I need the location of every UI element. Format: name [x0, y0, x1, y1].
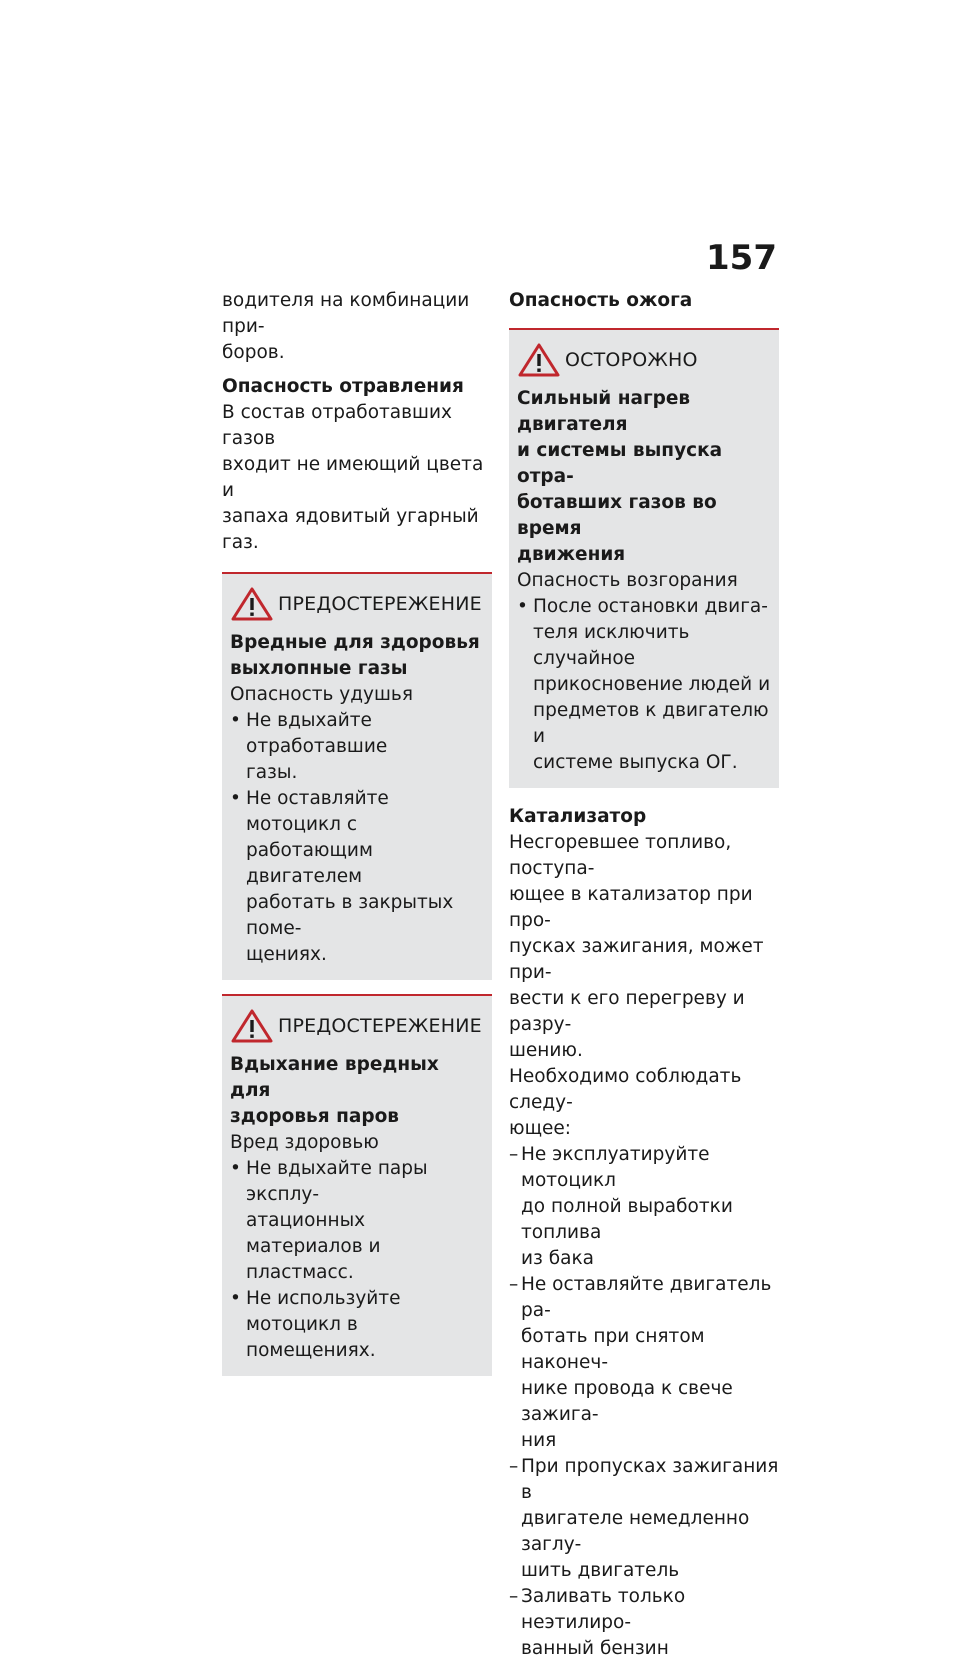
warning-box-vapors [222, 994, 492, 1376]
intro-text: водителя на комбинации при- боров. [222, 290, 470, 363]
list-item: • Не вдыхайте пары эксплу- атационных материалов и пластмасс. [230, 1158, 428, 1283]
warning-risk: Вред здоровью [230, 1132, 379, 1153]
catalyst-heading: Катализатор [509, 806, 647, 827]
warning-triangle-icon [230, 1009, 274, 1043]
list-item: – При пропусках зажигания в двигателе немедленно заглу- шить двигатель [509, 1456, 779, 1581]
catalyst-note: Необходимо соблюдать следу- ющее: [509, 1066, 742, 1139]
catalyst-text: Несгоревшее топливо, поступа- ющее в катализатор при про- пусках зажигания, может при- вести к его перегреву и разру- шению. [509, 832, 764, 1061]
poison-heading: Опасность отравления [222, 376, 464, 397]
warning-heading: Вдыхание вредных для здоровья паров [230, 1054, 439, 1127]
warning-label: ПРЕДОСТЕРЕЖЕНИЕ [278, 1015, 482, 1037]
warning-triangle-icon [230, 587, 274, 621]
list-item: – Не оставляйте двигатель ра- ботать при снятом наконеч- нике провода к свече зажига- ния [509, 1274, 772, 1451]
caution-box-burn [509, 328, 779, 788]
poison-text: В состав отработавших газов входит не имеющий цвета и запаха ядовитый угарный газ. [222, 402, 484, 553]
list-item: – Не эксплуатируйте мотоцикл до полной выработки топлива из бака [509, 1144, 733, 1269]
right-column [509, 288, 779, 1662]
list-item: • Не оставляйте мотоцикл с работающим двигателем работать в закрытых поме- щениях. [230, 788, 454, 965]
list-item: • После остановки двига- теля исключить случайное прикосновение людей и предметов к двигателю и системе выпуска ОГ. [517, 596, 771, 773]
warning-label: ПРЕДОСТЕРЕЖЕНИЕ [278, 593, 482, 615]
warning-triangle-icon [517, 343, 561, 377]
caution-label: ОСТОРОЖНО [565, 349, 698, 371]
left-column [222, 288, 492, 1376]
burn-heading: Опасность ожога [509, 290, 693, 311]
caution-risk: Опасность возгорания [517, 570, 738, 591]
list-item: • Не используйте мотоцикл в помещениях. [230, 1288, 401, 1361]
warning-heading: Вредные для здоровья выхлопные газы [230, 632, 480, 679]
list-item: • Не вдыхайте отработавшие газы. [230, 710, 388, 783]
warning-risk: Опасность удушья [230, 684, 413, 705]
warning-box-exhaust [222, 572, 492, 980]
list-item: – Заливать только неэтилиро- ванный бензин [509, 1586, 686, 1659]
page-number: 157 [706, 238, 777, 278]
caution-heading: Сильный нагрев двигателя и системы выпуска отра- ботавших газов во время движения [517, 388, 723, 565]
